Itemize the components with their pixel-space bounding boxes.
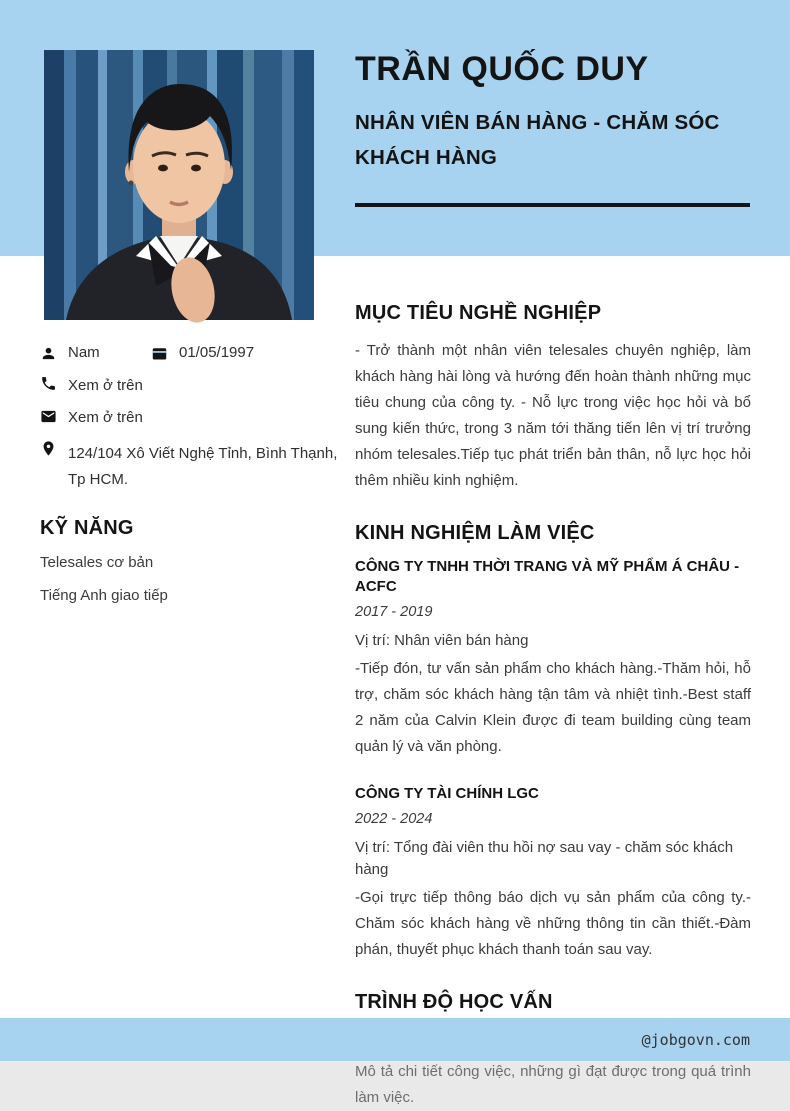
candidate-name: TRẦN QUỐC DUY [355, 50, 649, 88]
job-position: Vị trí: Tổng đài viên thu hồi nợ sau vay - chăm sóc khách hàng [355, 839, 734, 878]
gender-field [40, 343, 151, 363]
footer-bar [0, 1018, 790, 1061]
profile-photo [44, 50, 314, 320]
experience-section [355, 521, 751, 963]
envelope-icon [40, 408, 57, 425]
header-divider [355, 203, 750, 207]
birthdate-value: 01/05/1997 [179, 344, 255, 361]
footer-watermark: @jobgovn.com [641, 1030, 750, 1049]
email-value: Xem ở trên [68, 409, 143, 426]
location-pin-icon [40, 440, 57, 457]
calendar-icon [151, 345, 168, 362]
job-period: 2017 - 2019 [355, 604, 433, 620]
skill-item: Tiếng Anh giao tiếp [40, 586, 168, 604]
birthdate-field [151, 343, 254, 363]
email-field [40, 408, 342, 429]
education-description: Mô tả chi tiết công việc, những gì đạt được trong quá trình làm việc. [355, 1063, 751, 1106]
gender-value: Nam [68, 344, 100, 361]
job-description: -Gọi trực tiếp thông báo dịch vụ sản phẩm của công ty.-Chăm sóc khách hàng về những thông tin cần thiết.-Đàm phán, thuyết phục khách thanh toán sau vay. [355, 889, 751, 958]
skills-heading: KỸ NĂNG [40, 516, 134, 539]
job-period: 2022 - 2024 [355, 811, 433, 827]
experience-heading: KINH NGHIỆM LÀM VIỆC [355, 522, 595, 544]
skill-item: Telesales cơ bản [40, 553, 154, 571]
job-description: -Tiếp đón, tư vấn sản phẩm cho khách hàng.-Thăm hỏi, hỗ trợ, chăm sóc khách hàng tận tâm và nhiệt tình.-Best staff 2 năm của Calvin Klein được đi team building cùng team quản lý và văn phòng. [355, 660, 751, 755]
job-position: Vị trí: Nhân viên bán hàng [355, 632, 529, 649]
sidebar [40, 343, 342, 606]
main-content [355, 301, 751, 1111]
header-text [355, 50, 755, 175]
objective-body: - Trở thành một nhân viên telesales chuyên nghiệp, làm khách hàng hài lòng và hướng đến hoàn thành những mục tiêu chung của công ty. - Nỗ lực trong việc học hỏi và bổ sung kiến thức, trong 3 năm tới thăng tiến lên vị trí trưởng nhóm telesales.Tiếp tục phát triển bản thân, nỗ lực học hỏi thêm nhiều kinh nghiệm. [355, 342, 751, 489]
job-entry [355, 784, 751, 963]
profile-photo-illustration [44, 50, 314, 320]
phone-field [40, 375, 342, 396]
education-heading: TRÌNH ĐỘ HỌC VẤN [355, 991, 553, 1013]
phone-icon [40, 375, 57, 392]
address-value: 124/104 Xô Viết Nghệ Tỉnh, Bình Thạnh, Tp HCM. [68, 444, 338, 488]
contact-row-gender-birthdate [40, 343, 342, 363]
job-entry [355, 557, 751, 760]
job-company: CÔNG TY TÀI CHÍNH LGC [355, 785, 539, 802]
candidate-job-title: NHÂN VIÊN BÁN HÀNG - CHĂM SÓC KHÁCH HÀNG [355, 111, 720, 169]
person-icon [40, 345, 57, 362]
address-field [40, 440, 342, 493]
objective-heading: MỤC TIÊU NGHỀ NGHIỆP [355, 302, 602, 324]
job-company: CÔNG TY TNHH THỜI TRANG VÀ MỸ PHẨM Á CHÂU - ACFC [355, 558, 740, 595]
phone-value: Xem ở trên [68, 376, 143, 394]
objective-section [355, 301, 751, 494]
